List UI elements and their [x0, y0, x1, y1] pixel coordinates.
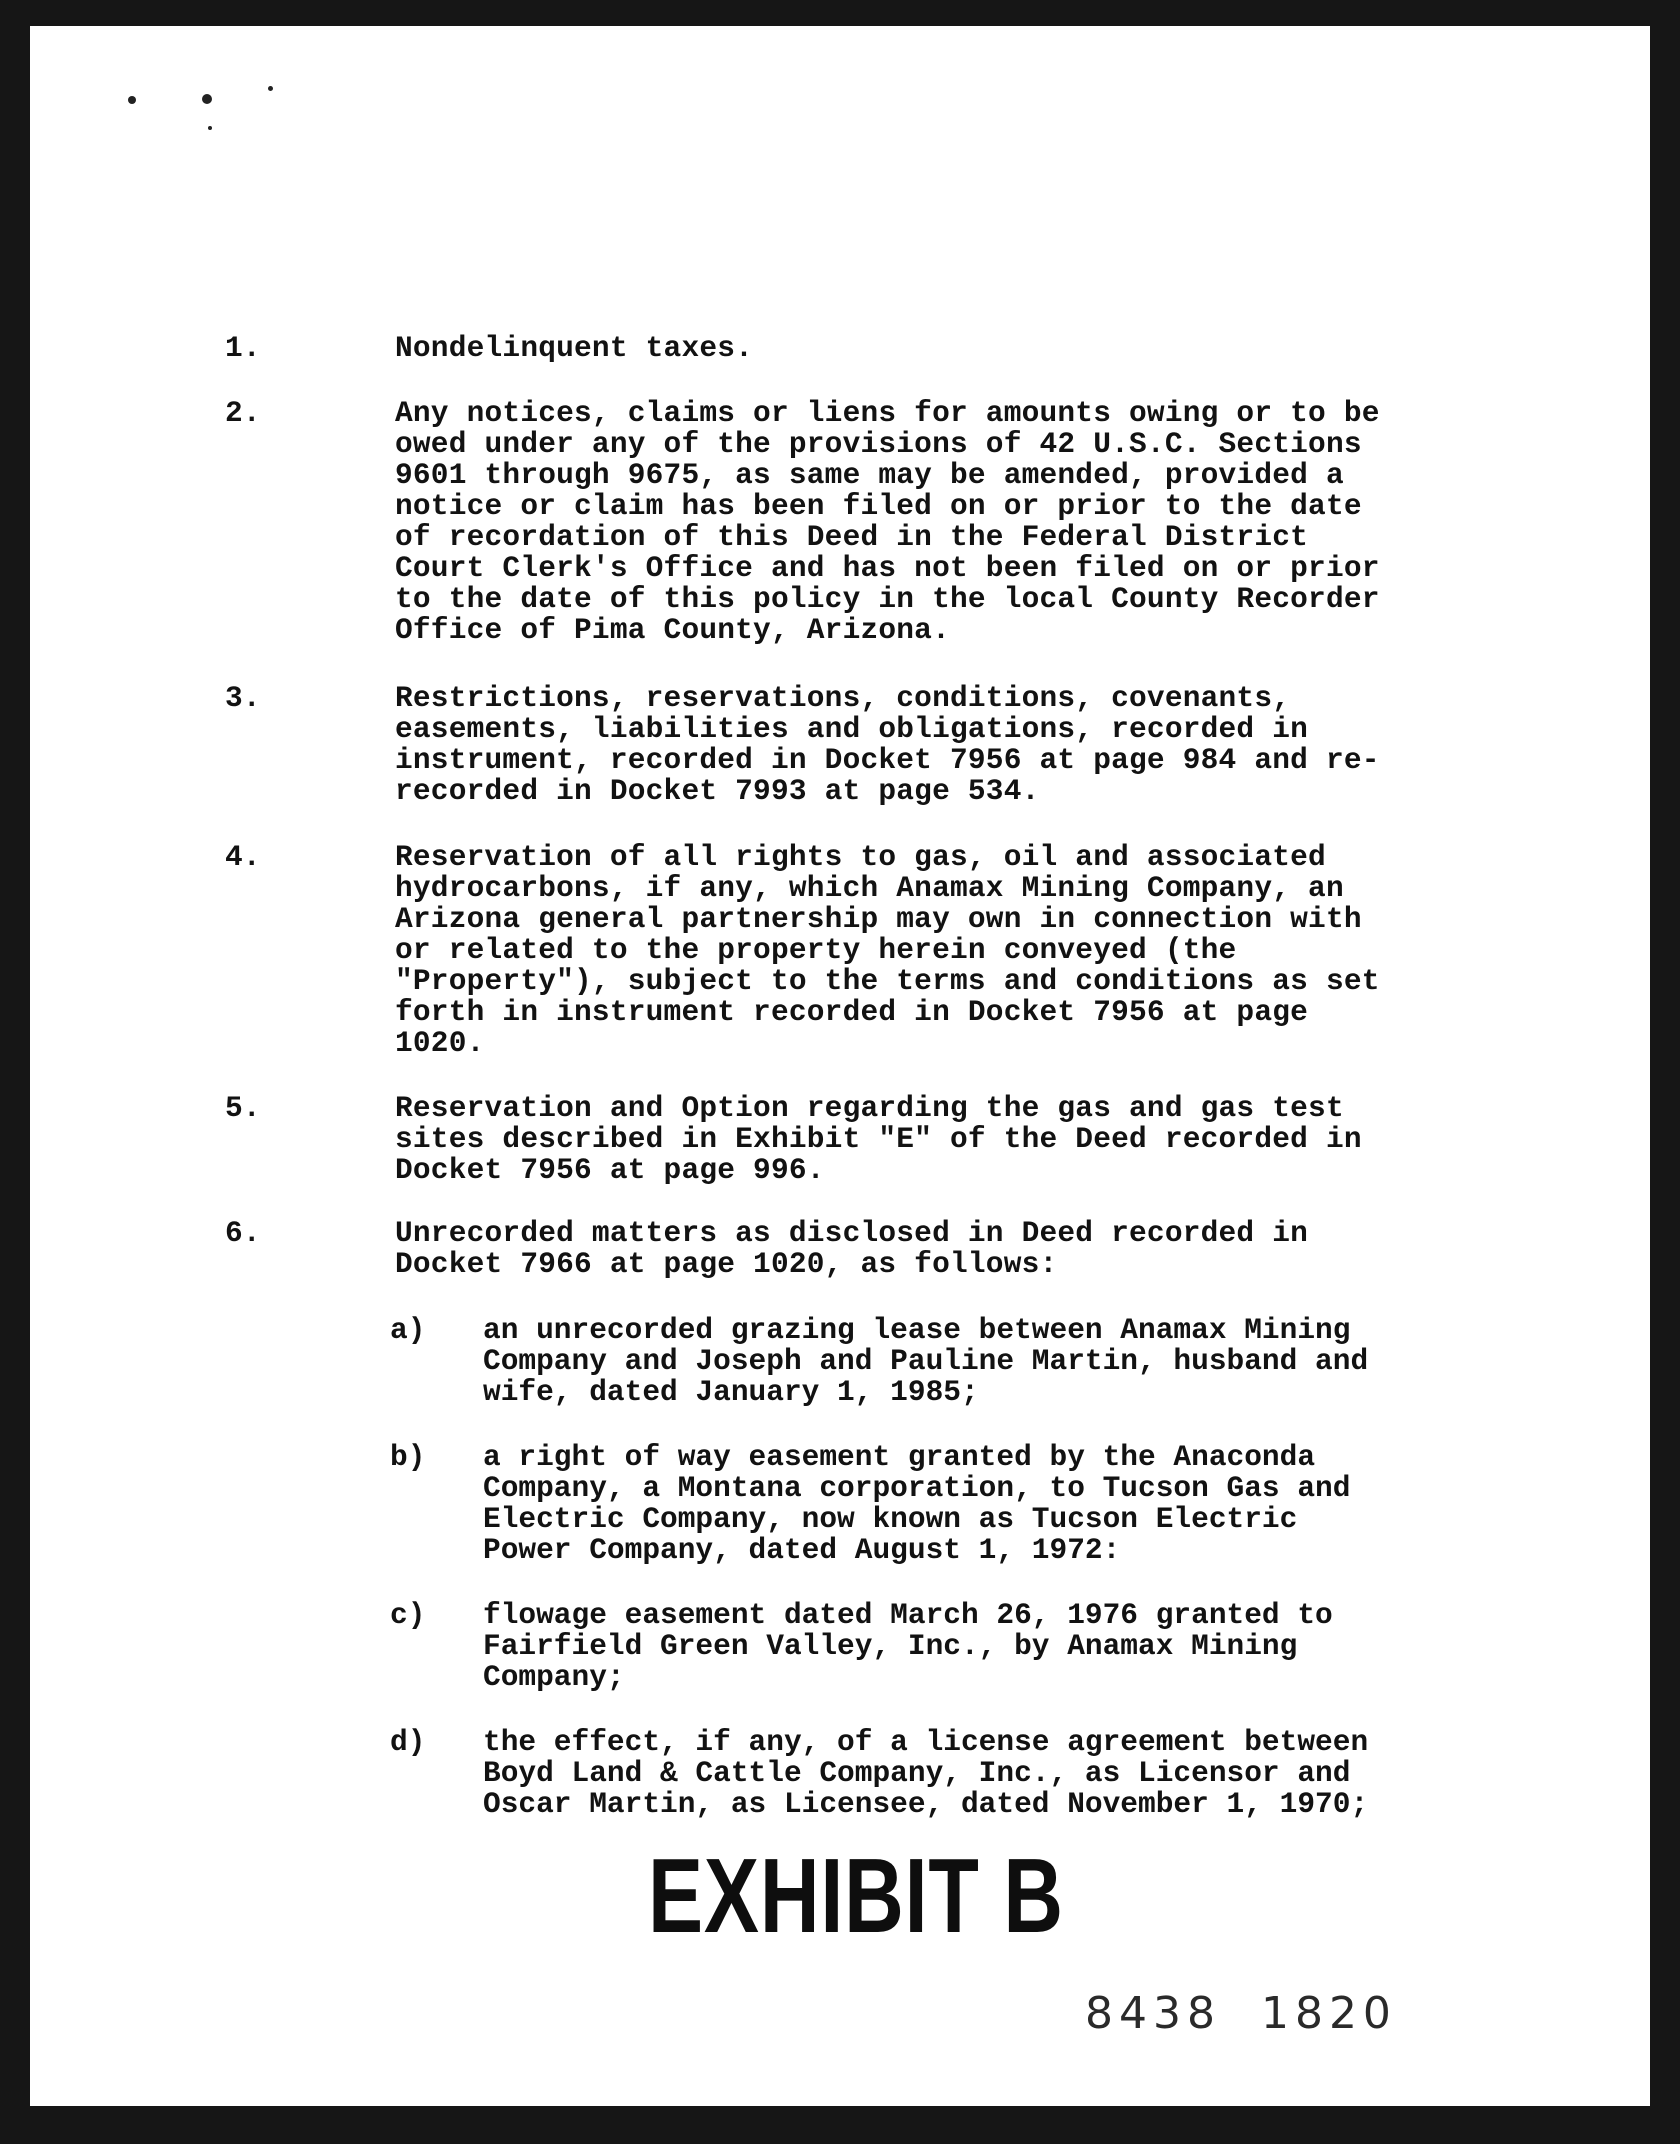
item-text: Reservation of all rights to gas, oil and associated hydrocarbons, if any, which Anamax Mining Company, an Arizona general partnership may own in connection with or related to the property herein conveyed (the "Property"), subject to the terms and conditions as set forth in instrument recorded in Docket 7956 at page 1020.: [395, 840, 1380, 1060]
page-number: 8438 1820: [1085, 1988, 1397, 2039]
scan-speck: [208, 126, 212, 130]
item-text: Restrictions, reservations, conditions, covenants, easements, liabilities and obligations, recorded in instrument, recorded in Docket 7956 at page 984 and re- recorded in Docket 7993 at page 534.: [395, 681, 1380, 808]
sub-item-letter: a): [390, 1313, 426, 1347]
scan-noise: [1654, 726, 1666, 806]
exhibit-stamp: EXHIBIT B: [648, 1837, 1064, 1955]
item-number: 3.: [225, 681, 261, 715]
sub-item-letter: b): [390, 1440, 426, 1474]
item-number: 5.: [225, 1091, 261, 1125]
item-text: Reservation and Option regarding the gas and gas test sites described in Exhibit "E" of the Deed recorded in Docket 7956 at page 996.: [395, 1091, 1362, 1187]
scan-speck: [202, 94, 212, 104]
sub-item-text: a right of way easement granted by the Anaconda Company, a Montana corporation, to Tucson Gas and Electric Company, now known as Tucson Electric Power Company, dated August 1, 1972:: [483, 1440, 1351, 1567]
scan-noise: [0, 966, 18, 1006]
sub-item-text: an unrecorded grazing lease between Anamax Mining Company and Joseph and Pauline Martin, husband and wife, dated January 1, 1985;: [483, 1313, 1369, 1409]
sub-item-text: flowage easement dated March 26, 1976 granted to Fairfield Green Valley, Inc., by Anamax Mining Company;: [483, 1598, 1333, 1694]
sub-item-letter: d): [390, 1725, 426, 1759]
item-text: Nondelinquent taxes.: [395, 331, 754, 365]
scan-speck: [128, 96, 136, 104]
sub-item-text: the effect, if any, of a license agreement between Boyd Land & Cattle Company, Inc., as Licensor and Oscar Martin, as Licensee, dated November 1, 1970;: [483, 1725, 1369, 1821]
item-number: 2.: [225, 396, 261, 430]
item-text: Any notices, claims or liens for amounts owing or to be owed under any of the provisions of 42 U.S.C. Sections 9601 through 9675, as same may be amended, provided a notice or claim has been filed on or prior to the date of recordation of this Deed in the Federal District Court Clerk's Office and has not been filed on or prior to the date of this policy in the local County Recorder Office of Pima County, Arizona.: [395, 396, 1380, 647]
scan-speck: [268, 86, 273, 91]
item-number: 6.: [225, 1216, 261, 1250]
item-number: 4.: [225, 840, 261, 874]
item-text: Unrecorded matters as disclosed in Deed recorded in Docket 7966 at page 1020, as follows:: [395, 1216, 1309, 1281]
sub-item-letter: c): [390, 1598, 426, 1632]
item-number: 1.: [225, 331, 261, 365]
